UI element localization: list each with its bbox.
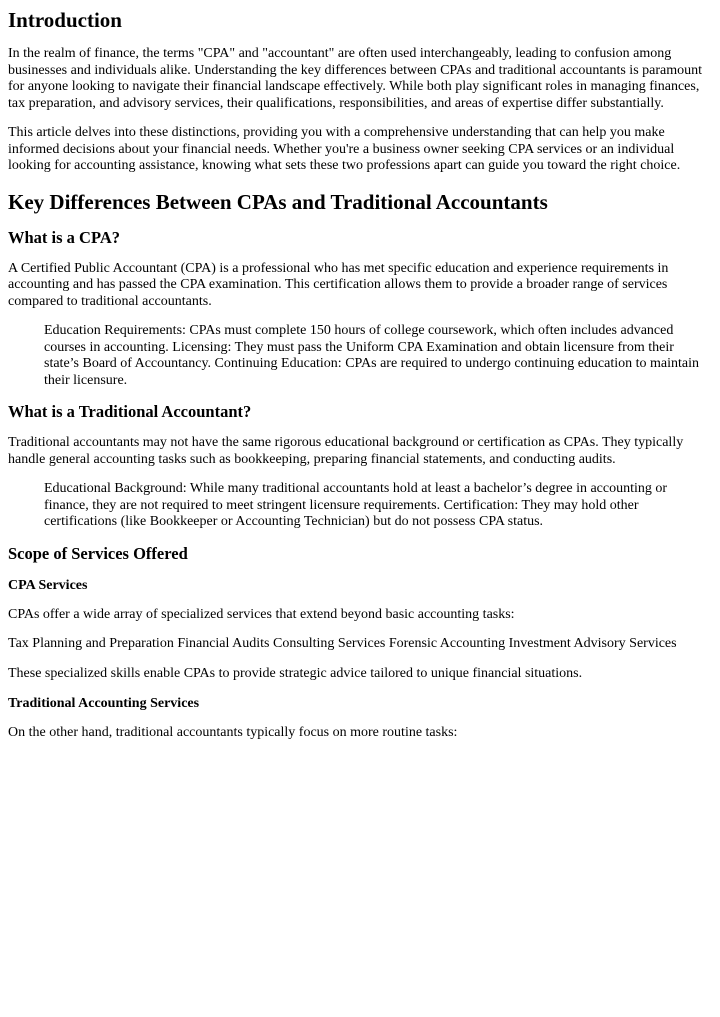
traditional-services-heading: Traditional Accounting Services (8, 696, 200, 711)
scope-of-services-heading: Scope of Services Offered (8, 543, 188, 563)
introduction-heading: Introduction (8, 8, 122, 32)
cpa-definition-paragraph: A Certified Public Accountant (CPA) is a professional who has met specific education and experience requirements in accounting and has passed the CPA examination. This certification allows them to provide a broader range of services compared to traditional accountants. (8, 260, 669, 309)
key-differences-heading: Key Differences Between CPAs and Traditional Accountants (8, 189, 548, 214)
cpa-services-intro: CPAs offer a wide array of specialized services that extend beyond basic accounting tasks: (8, 606, 515, 622)
what-is-cpa-heading: What is a CPA? (8, 227, 120, 247)
traditional-services-intro: On the other hand, traditional accountants typically focus on more routine tasks: (8, 725, 458, 740)
cpa-services-summary: These specialized skills enable CPAs to provide strategic advice tailored to unique financial situations. (8, 665, 583, 681)
cpa-services-heading: CPA Services (8, 577, 88, 593)
traditional-accountant-quote: Educational Background: While many traditional accountants hold at least a bachelor’s degree in accounting or finance, they are not required to meet stringent licensure requirements. Certification: They may hold other certifications (like Bookkeeper or Accounting Technician) but do not possess CPA status. (44, 481, 668, 529)
cpa-services-list: Tax Planning and Preparation Financial Audits Consulting Services Forensic Accounting Investment Advisory Services (8, 636, 677, 651)
cpa-requirements-quote: Education Requirements: CPAs must complete 150 hours of college coursework, which often includes advanced courses in accounting. Licensing: They must pass the Uniform CPA Examination and obtain licensure from their state’s Board of Accountancy. Continuing Education: CPAs are required to undergo continuing education to maintain their licensure. (44, 323, 700, 388)
introduction-paragraph: In the realm of finance, the terms "CPA" and "accountant" are often used interchangeably, leading to confusion among businesses and individuals alike. Understanding the key differences between CPAs and traditional accountants is paramount for anyone looking to navigate their financial landscape effectively. While both play significant roles in managing finances, tax preparation, and advisory services, their qualifications, responsibilities, and areas of expertise differ substantially. (8, 46, 703, 111)
traditional-accountant-paragraph: Traditional accountants may not have the same rigorous educational background or certification as CPAs. They typically handle general accounting tasks such as bookkeeping, preparing financial statements, and conducting audits. (8, 435, 684, 467)
what-is-traditional-accountant-heading: What is a Traditional Accountant? (8, 402, 252, 421)
introduction-paragraph-2: This article delves into these distinctions, providing you with a comprehensive understanding that can help you make informed decisions about your financial needs. Whether you're a business owner seeking CPA services or an individual looking for accounting assistance, knowing what sets these two professions apart can guide you toward the right choice. (8, 125, 681, 173)
